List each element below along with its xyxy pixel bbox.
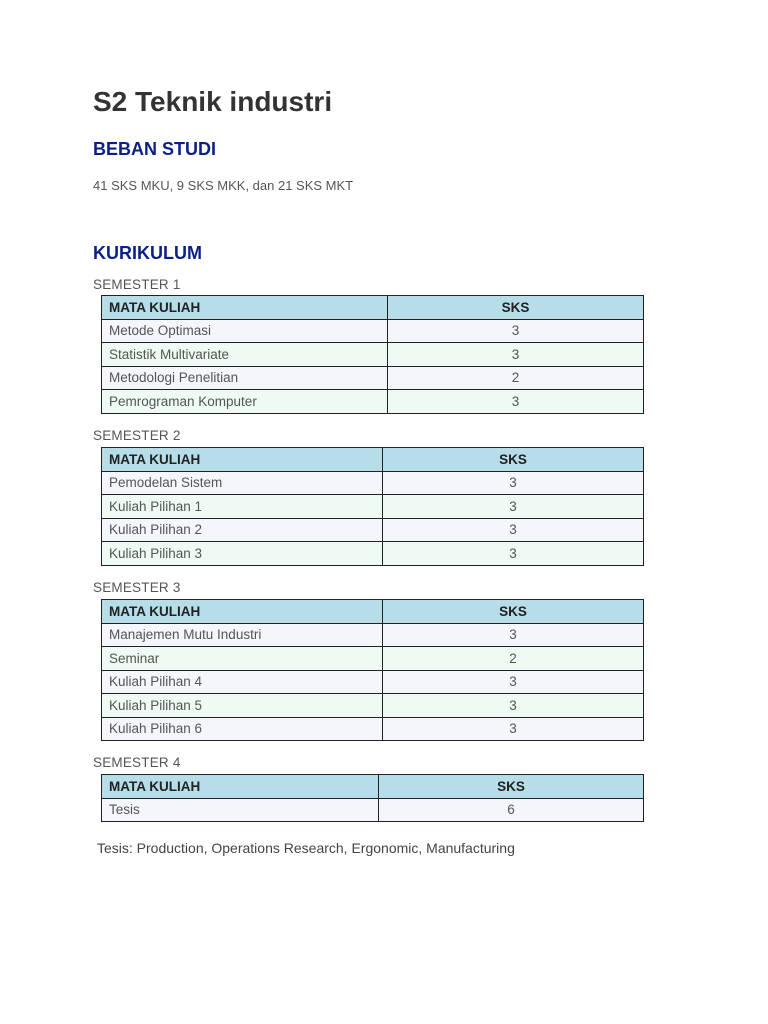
sks-cell: 3: [383, 518, 644, 542]
sks-cell: 2: [388, 366, 644, 390]
course-name-cell: Pemrograman Komputer: [102, 390, 388, 414]
column-header-course: MATA KULIAH: [102, 296, 388, 320]
column-header-course: MATA KULIAH: [102, 775, 379, 799]
course-name-cell: Statistik Multivariate: [102, 343, 388, 367]
column-header-sks: SKS: [383, 600, 644, 624]
table-row: [102, 518, 644, 542]
course-name-cell: Pemodelan Sistem: [102, 471, 383, 495]
course-name-cell: Tesis: [102, 798, 379, 822]
course-name-cell: Metode Optimasi: [102, 319, 388, 343]
table-header-row: [102, 775, 644, 799]
course-name-cell: Kuliah Pilihan 5: [102, 694, 383, 718]
course-name-cell: Kuliah Pilihan 3: [102, 542, 383, 566]
semester-3-table: [101, 599, 644, 741]
sks-cell: 3: [383, 623, 644, 647]
beban-studi-heading: BEBAN STUDI: [93, 139, 217, 159]
course-name-cell: Kuliah Pilihan 6: [102, 717, 383, 741]
course-name-cell: Kuliah Pilihan 2: [102, 518, 383, 542]
table-row: [102, 670, 644, 694]
course-name-cell: Seminar: [102, 647, 383, 671]
column-header-course: MATA KULIAH: [102, 448, 383, 472]
table-header-row: [102, 600, 644, 624]
table-row: [102, 471, 644, 495]
sks-cell: 3: [383, 694, 644, 718]
table-row: [102, 542, 644, 566]
tesis-note: Tesis: Production, Operations Research, Ergonomic, Manufacturing: [97, 840, 515, 856]
semester-1-label: SEMESTER 1: [93, 277, 181, 292]
table-row: [102, 319, 644, 343]
column-header-sks: SKS: [383, 448, 644, 472]
table-header-row: [102, 448, 644, 472]
sks-cell: 3: [388, 343, 644, 367]
page-title: S2 Teknik industri: [93, 86, 333, 117]
sks-cell: 3: [388, 390, 644, 414]
kurikulum-heading: KURIKULUM: [93, 243, 202, 263]
table-row: [102, 798, 644, 822]
table-row: [102, 647, 644, 671]
table-row: [102, 694, 644, 718]
course-name-cell: Kuliah Pilihan 4: [102, 670, 383, 694]
column-header-sks: SKS: [388, 296, 644, 320]
table-row: [102, 390, 644, 414]
sks-cell: 6: [379, 798, 644, 822]
course-name-cell: Manajemen Mutu Industri: [102, 623, 383, 647]
table-header-row: [102, 296, 644, 320]
semester-3-label: SEMESTER 3: [93, 580, 181, 595]
semester-4-label: SEMESTER 4: [93, 755, 181, 770]
sks-cell: 3: [383, 471, 644, 495]
semester-1-table: [101, 295, 644, 414]
sks-cell: 3: [383, 542, 644, 566]
column-header-course: MATA KULIAH: [102, 600, 383, 624]
table-row: [102, 495, 644, 519]
table-row: [102, 717, 644, 741]
beban-studi-text: 41 SKS MKU, 9 SKS MKK, dan 21 SKS MKT: [93, 178, 354, 193]
table-row: [102, 366, 644, 390]
table-row: [102, 623, 644, 647]
sks-cell: 3: [388, 319, 644, 343]
sks-cell: 2: [383, 647, 644, 671]
semester-2-label: SEMESTER 2: [93, 428, 181, 443]
course-name-cell: Metodologi Penelitian: [102, 366, 388, 390]
semester-4-table: [101, 774, 644, 822]
semester-2-table: [101, 447, 644, 566]
sks-cell: 3: [383, 670, 644, 694]
table-row: [102, 343, 644, 367]
sks-cell: 3: [383, 717, 644, 741]
sks-cell: 3: [383, 495, 644, 519]
column-header-sks: SKS: [379, 775, 644, 799]
course-name-cell: Kuliah Pilihan 1: [102, 495, 383, 519]
